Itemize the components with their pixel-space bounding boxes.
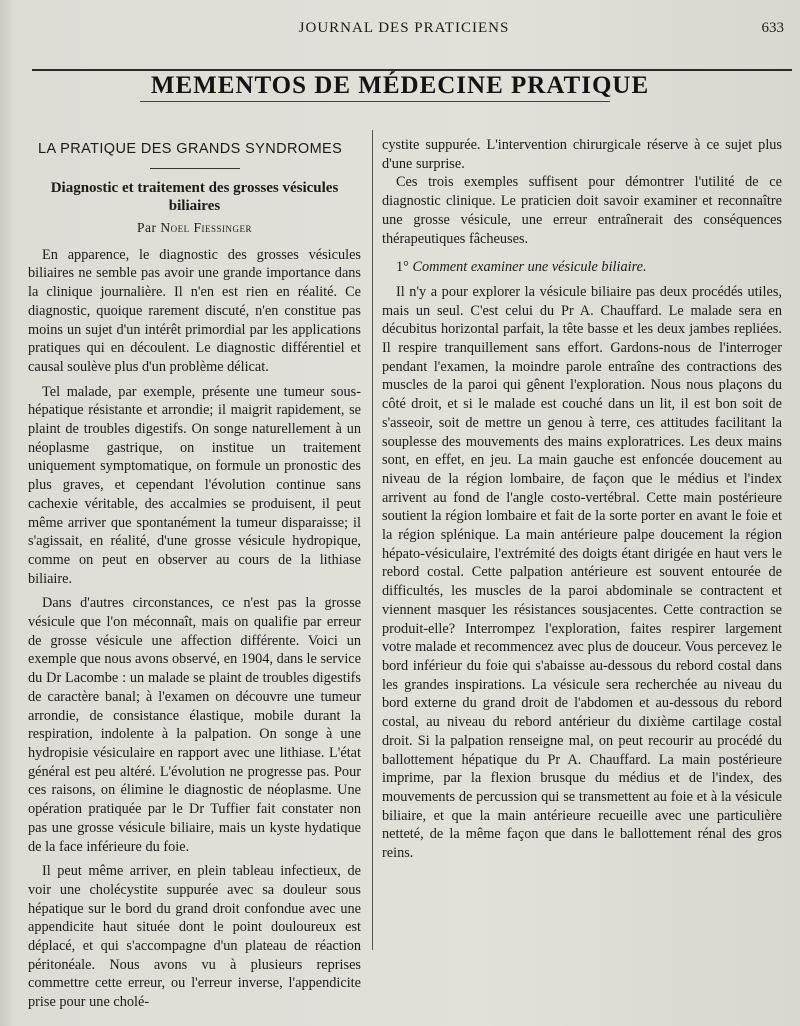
main-title: MEMENTOS DE MÉDECINE PRATIQUE (150, 72, 650, 99)
page-number: 633 (761, 20, 784, 36)
left-column (28, 136, 361, 1012)
paragraph: Ces trois exemples suffisent pour démontrer l'utilité de ce diagnostic clinique. Le praticien doit savoir examiner et reconnaître une grosse vésicule, une erreur entraînerait des conséquences thérapeutiques fâcheuses. (382, 174, 782, 247)
paragraph: Tel malade, par exemple, présente une tumeur sous-hépatique résistante et arrondie; il maigrit rapidement, se plaint de troubles digestifs. On songe naturellement à un néoplasme gastrique, on institue un traitement uniquement symptomatique, on formule un pronostic des plus graves, et cependant l'évolution continue sans cachexie véritable, des accalmies se produisent, il peut même arriver que spontanément la tumeur disparaisse; il s'agissait, en réalité, d'une grosse vésicule hydropique, comme on peut en observer au cours de la lithiase biliaire. (28, 383, 361, 587)
subheading-text: Comment examiner une vésicule biliaire. (412, 259, 647, 276)
paragraph: Il peut même arriver, en plein tableau infectieux, de voir une cholécystite suppurée avec sa douleur sous hépatique sur le bord du grand droit confondue avec une appendicite haut située dont le point douloureux est déplacé, et qui s'accompagne d'un plateau de réaction péritonéale. Nous avons vu à plusieurs reprises commettre cette erreur, ou l'erreur inverse, l'appendicite prise pour une cholé- (28, 863, 361, 1011)
subheading (382, 258, 782, 277)
journal-name: JOURNAL DES PRATICIENS (298, 20, 510, 36)
section-rule (150, 168, 240, 169)
column-divider (372, 130, 373, 950)
right-column (382, 136, 782, 863)
byline (28, 219, 361, 238)
title-underline (140, 101, 610, 102)
section-heading: LA PRATIQUE DES GRANDS SYNDROMES (38, 141, 343, 157)
paragraph: Dans d'autres circonstances, ce n'est pas la grosse vésicule que l'on méconnaît, mais on qualifie par erreur de grosse vésicule une affection différente. Voici un exemple que nous avons observé, en 1904, dans le service du Dr Lacombe : un malade se plaint de troubles digestifs de caractère banal; à l'examen on découvre une tumeur arrondie, de consistance élastique, mobile durant la respiration, indolente à la palpation. On songe à une hydropisie vésiculaire en rapport avec une lithiase. L'état général est peu altéré. L'évolution ne progresse pas. Pour ces raisons, on élimine le diagnostic de néoplasme. Une opération pratiquée par le Dr Tuffier fait constater non pas une grosse vésicule biliaire, mais un kyste hydatique de la face inférieure du foie. (28, 595, 361, 855)
byline-prefix: Par (136, 220, 157, 235)
byline-author: Noel Fiessinger (160, 220, 252, 235)
subheading-number: 1° (396, 259, 409, 276)
paragraph: En apparence, le diagnostic des grosses vésicules biliaires ne semble pas avoir une grande importance dans la clinique journalière. Il n'en est rien en réalité. Ce diagnostic, quoique rarement discuté, n'en constitue pas moins un sujet d'un intérêt primordial par les applications pratiques qui en découlent. Le diagnostic différentiel et causal soulève plus d'un problème délicat. (28, 246, 361, 375)
running-header (20, 20, 788, 42)
article-title: Diagnostic et traitement des grosses vésicules biliaires (50, 180, 339, 214)
paragraph: cystite suppurée. L'intervention chirurgicale réserve à ce sujet plus d'une surprise. (382, 137, 782, 172)
paragraph: Il n'y a pour explorer la vésicule biliaire pas deux procédés utiles, mais un seul. C'est celui du Pr A. Chauffard. Le malade sera en décubitus horizontal parfait, la tête basse et les deux jambes repliées. Il respire tranquillement sans effort. Gardons-nous de l'interroger pendant l'examen, la moindre parole entraîne des contractions des muscles de la paroi qui gênent l'exploration. Nous nous plaçons du côté droit, et si le malade est couché dans un lit, il est bon soit de s'asseoir, soit de mettre un genou à terre, ces attitudes facilitant la souplesse des mouvements des mains exploratrices. Les deux mains sont, en effet, en jeu. La main gauche est enfoncée doucement au niveau de la région lombaire, de façon que le médius et l'index arrivent au fond de l'angle costo-vertébral. Cette main postérieure soutient la région lombaire et fait de la sorte porter en avant le foie et la région splénique. La main antérieure palpe doucement la région hépato-vésiculaire, l'extrémité des doigts étant dirigée en haut vers le rebord costal. Cette palpation antérieure est souvent entourée de difficultés, les muscles de la paroi abdominale se contractent et viennent masquer les résistances sousjacentes. Cette contraction se produit-elle? Interrompez l'exploration, faites respirer largement votre malade et recommencez avec plus de douceur. Vous percevez le bord inférieur du foie qui s'abaisse au-dessous du rebord costal dans les grandes inspirations. La vésicule sera recherchée au niveau du bord externe du grand droit de l'abdomen et au-dessous du rebord costal, au niveau du rebord antérieur du dixième cartilage costal droit. Si la palpation renseigne mal, on peut recourir au procédé du ballottement hépatique du Pr A. Chauffard. La main postérieure imprime, par la flexion brusque du médius et de l'index, des mouvements de percussion qui se transmettent au foie et à la vésicule biliaire, et que la main antérieure recueille avec une particulière netteté, de la même façon que dans le ballottement rénal des gros reins. (382, 283, 782, 862)
header-rule (32, 69, 792, 71)
